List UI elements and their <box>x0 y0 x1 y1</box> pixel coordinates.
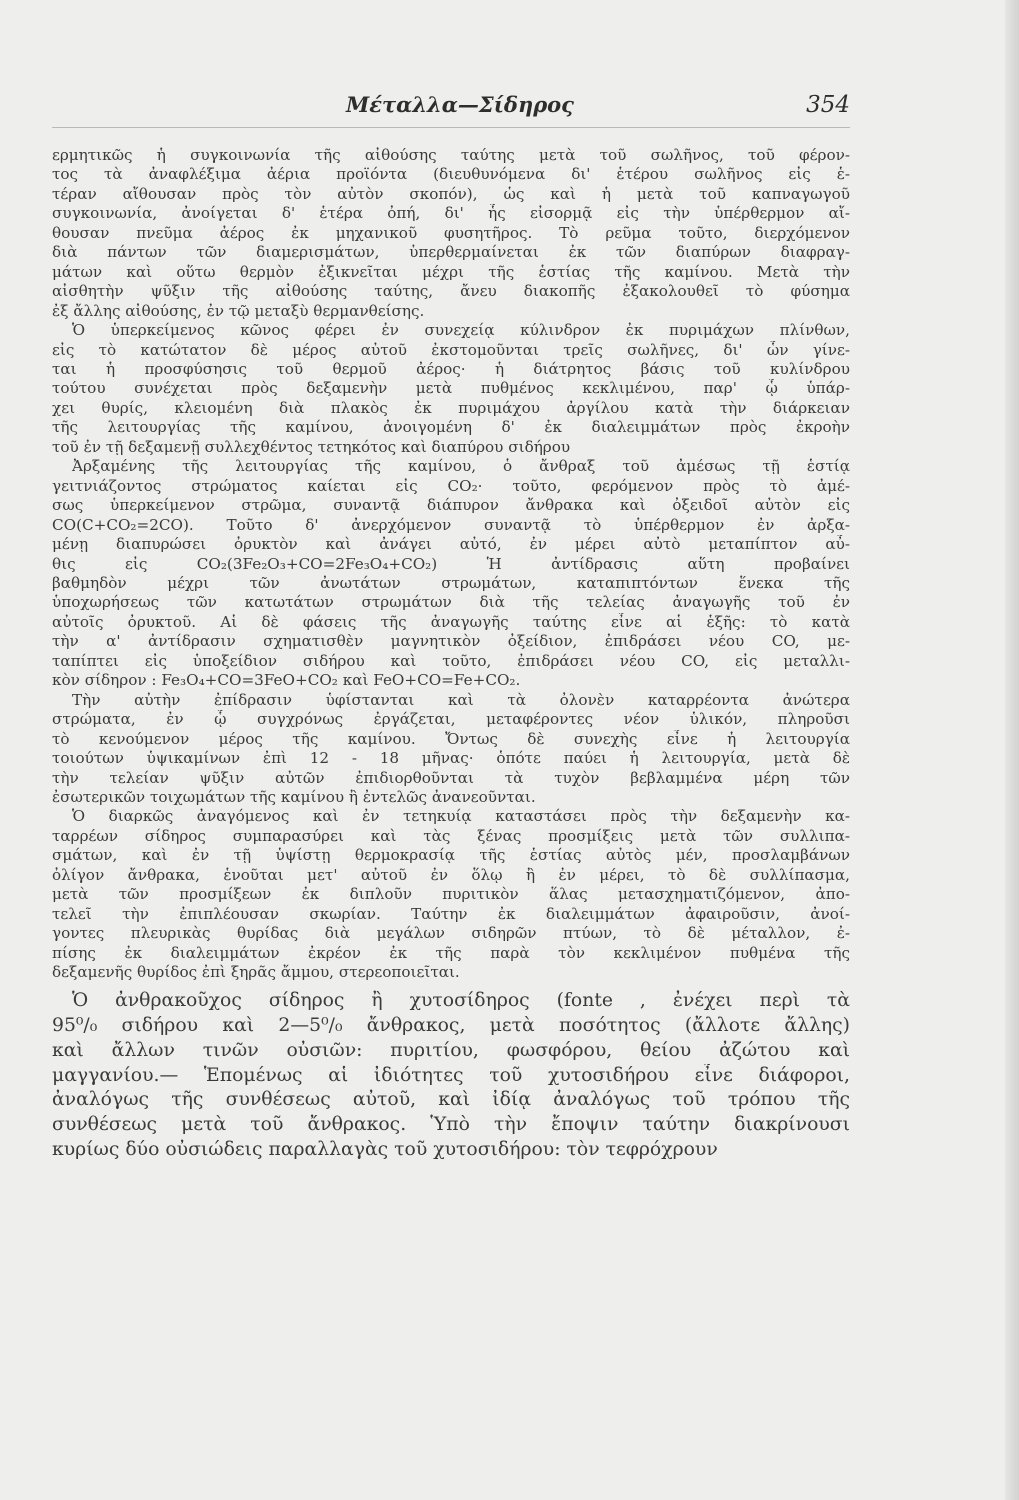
text-line: Ὁ ἀνθρακοῦχος σίδηρος ἢ χυτοσίδηρος (fonte , ἐνέχει περὶ τὰ <box>72 990 850 1012</box>
page-edge <box>1005 0 1019 1500</box>
text-line: μετὰ τῶν προσμίξεων ἐκ διπλοῦν πυριτικὸν ἅλας μετασχηματιζόμενον, ἀπο- <box>52 885 850 904</box>
text-line: θουσαν πνεῦμα ἀέρος ἐκ μηχανικοῦ φυσητῆρος. Τὸ ρεῦμα τοῦτο, διερχόμενον <box>52 223 850 242</box>
text-line: σμάτων, καὶ ἐν τῇ ὑψίστῃ θερμοκρασίᾳ τῆς ἑστίας αὐτὸς μέν, προσλαμβάνων <box>52 846 850 865</box>
running-head-title: Μέταλλα—Σίδηρος <box>346 92 574 117</box>
text-line: αἰσθητὴν ψῦξιν τῆς αἰθούσης ταύτης, ἄνευ διακοπῆς ἐξακολουθεῖ τὸ φύσημα <box>52 282 850 301</box>
paragraph <box>52 989 850 1162</box>
text-line: CO(C+CO₂=2CO). Τοῦτο δ' ἀνερχόμενον συναντᾷ τὸ ὑπέρθερμον ἐν ἀρξα- <box>52 515 850 534</box>
text-line: στρώματα, ἐν ᾧ συγχρόνως ἐργάζεται, μεταφέροντες νέον ὑλικόν, πληροῦσι <box>52 710 850 729</box>
text-line: τὸ κενούμενον μέρος τῆς καμίνου. Ὄντως δὲ συνεχὴς εἶνε ἡ λειτουργία <box>52 729 850 748</box>
text-line: τὴν α' ἀντίδρασιν σχηματισθὲν μαγνητικὸν ὀξείδιον, ἐπιδράσει νέου CO, με- <box>52 632 850 651</box>
header-rule <box>52 127 850 128</box>
text-line: ἐσωτερικῶν τοιχωμάτων τῆς καμίνου ἢ ἐντελῶς ἀνανεοῦνται. <box>52 787 536 806</box>
paragraph <box>52 321 850 457</box>
text-line: τούτου συνέχεται πρὸς δεξαμενὴν μετὰ πυθμένος κεκλιμένου, παρ' ᾧ ὑπάρ- <box>52 379 850 398</box>
text-line: τῆς λειτουργίας τῆς καμίνου, ἀνοιγομένη δ' ἐκ διαλειμμάτων πρὸς ἐκροὴν <box>52 418 850 437</box>
body-text <box>52 146 850 1162</box>
text-line: αὐτοῖς ὀρυκτοῦ. Αἱ δὲ φάσεις τῆς ἀναγωγῆς ταύτης εἶνε αἱ ἑξῆς: τὸ κατὰ <box>52 612 850 631</box>
section-gap <box>52 982 850 989</box>
paragraph <box>52 457 850 690</box>
text-line: συνθέσεως μετὰ τοῦ ἄνθρακος. Ὑπὸ τὴν ἔποψιν ταύτην διακρίνουσι <box>52 1114 850 1135</box>
text-line: Ὁ διαρκῶς ἀναγόμενος καὶ ἐν τετηκυίᾳ καταστάσει πρὸς τὴν δεξαμενὴν κα- <box>72 807 850 826</box>
text-line: ὀλίγον ἄνθρακα, ἑνοῦται μετ' αὐτοῦ ἐν ὅλῳ ἢ ἐν μέρει, τὸ δὲ συλλίπασμα, <box>52 865 850 884</box>
text-line: τος τὰ ἀναφλέξιμα ἀέρια προϊόντα (διευθυνόμενα δι' ἑτέρου σωλῆνος εἰς ἑ- <box>52 165 850 184</box>
text-line: Ἀρξαμένης τῆς λειτουργίας τῆς καμίνου, ὁ ἄνθραξ τοῦ ἀμέσως τῇ ἑστίᾳ <box>72 457 850 476</box>
running-head <box>0 92 1019 132</box>
page-number: 354 <box>806 92 850 118</box>
text-line: μαγγανίου.— Ἑπομένως αἱ ἰδιότητες τοῦ χυτοσιδήρου εἶνε διάφοροι, <box>52 1064 850 1086</box>
text-line: εἰς τὸ κατώτατον δὲ μέρος αὐτοῦ ἐκστομοῦνται τρεῖς σωλῆνες, δι' ὧν γίνε- <box>52 340 850 359</box>
text-line: δεξαμενῆς θυρίδος ἐπὶ ξηρᾶς ἄμμου, στερεοποιεῖται. <box>52 963 460 982</box>
text-line: τελεῖ τὴν ἐπιπλέουσαν σκωρίαν. Ταύτην ἐκ διαλειμμάτων ἀφαιροῦσιν, ἀνοί- <box>52 904 850 923</box>
text-line: ταρρέων σίδηρος συμπαρασύρει καὶ τὰς ξένας προσμίξεις μετὰ τῶν συλλιπα- <box>52 826 850 845</box>
text-line: Τὴν αὐτὴν ἐπίδρασιν ὑφίστανται καὶ τὰ ὀλονὲν καταρρέοντα ἀνώτερα <box>72 690 850 709</box>
text-line: τοῦ ἐν τῇ δεξαμενῇ συλλεχθέντος τετηκότος καὶ διαπύρου σιδήρου <box>52 437 571 456</box>
paragraph <box>52 807 850 982</box>
text-line: τέραν αἴθουσαν πρὸς τὸν αὐτὸν σκοπόν), ὡς καὶ ἡ μετὰ τοῦ καπναγωγοῦ <box>52 184 850 203</box>
text-line: βαθμηδὸν μέχρι τῶν ἀνωτάτων στρωμάτων, καταπιπτόντων ἕνεκα τῆς <box>52 573 850 592</box>
text-line: Ὁ ὑπερκείμενος κῶνος φέρει ἐν συνεχείᾳ κύλινδρον ἐκ πυριμάχων πλίνθων, <box>72 321 850 340</box>
text-line: διὰ πάντων τῶν διαμερισμάτων, ὑπερθερμαίνεται ἐκ τῶν διαπύρων διαφραγ- <box>52 243 850 262</box>
text-line: τοιούτων ὑψικαμίνων ἐπὶ 12 - 18 μῆνας· ὁπότε παύει ἡ λειτουργία, μετὰ δὲ <box>52 749 850 768</box>
text-line: τὴν τελείαν ψῦξιν αὐτῶν ἐπιδιορθοῦνται τὰ τυχὸν βεβλαμμένα μέρη τῶν <box>52 768 850 787</box>
text-line: συγκοινωνία, ἀνοίγεται δ' ἑτέρα ὀπή, δι' ἧς εἰσορμᾷ εἰς τὴν ὑπέρθερμον αἴ- <box>52 204 850 223</box>
paragraph <box>52 691 850 808</box>
text-line: μένῃ διαπυρώσει ὀρυκτὸν καὶ ἀνάγει αὐτό, ἐν μέρει αὐτὸ μεταπίπτον αὖ- <box>52 535 850 554</box>
text-line: ται ἡ προσφύσησις τοῦ θερμοῦ ἀέρος· ἡ διάτρητος βάσις τοῦ κυλίνδρου <box>52 359 850 378</box>
text-line: ερμητικῶς ἡ συγκοινωνία τῆς αἰθούσης ταύτης μετὰ τοῦ σωλῆνος, τοῦ φέρον- <box>52 146 850 164</box>
text-line: γειτνιάζοντος στρώματος καίεται εἰς CO₂· τοῦτο, φερόμενον πρὸς τὸ ἀμέ- <box>52 476 850 495</box>
text-line: 95⁰/₀ σιδήρου καὶ 2—5⁰/₀ ἄνθρακος, μετὰ ποσότητος (ἄλλοτε ἄλλης) <box>52 1015 850 1037</box>
text-line: κὸν σίδηρον : Fe₃O₄+CO=3FeO+CO₂ καὶ FeO+CO=Fe+CO₂. <box>52 671 521 690</box>
text-line: καὶ ἄλλων τινῶν οὐσιῶν: πυριτίου, φωσφόρου, θείου ἀζώτου καὶ <box>52 1039 850 1061</box>
text-line: πίσης ἐκ διαλειμμάτων ἐκρέον ἐκ τῆς παρὰ τὸν κεκλιμένον πυθμένα τῆς <box>52 943 850 962</box>
paragraph <box>52 146 850 321</box>
text-line: θις εἰς CO₂(3Fe₂O₃+CO=2Fe₃O₄+CO₂) Ἡ ἀντίδρασις αὕτη προβαίνει <box>52 554 850 573</box>
text-line: ἐξ ἄλλης αἰθούσης, ἐν τῷ μεταξὺ θερμανθείσης. <box>52 301 425 320</box>
text-line: ὑποχωρήσεως τῶν κατωτάτων στρωμάτων διὰ τῆς τελείας ἀναγωγῆς τοῦ ἐν <box>52 593 850 612</box>
text-line: χει θυρίς, κλειομένη διὰ πλακὸς ἐκ πυριμάχου ἀργίλου κατὰ τὴν διάρκειαν <box>52 398 850 417</box>
text-line: γοντες πλευρικὰς θυρίδας διὰ μεγάλων σιδηρῶν πτύων, τὸ δὲ μέταλλον, ἐ- <box>52 924 850 943</box>
text-line: σως ὑπερκείμενον στρῶμα, συναντᾷ διάπυρον ἄνθρακα καὶ ὀξειδοῖ αὐτὸν εἰς <box>52 496 850 515</box>
text-line: ἀναλόγως τῆς συνθέσεως αὐτοῦ, καὶ ἰδίᾳ ἀναλόγως τοῦ τρόπου τῆς <box>52 1089 850 1111</box>
text-line: μάτων καὶ οὕτω θερμὸν ἐξικνεῖται μέχρι τῆς ἑστίας τῆς καμίνου. Μετὰ τὴν <box>52 262 850 281</box>
text-line: ταπίπτει εἰς ὑποξείδιον σιδήρου καὶ τοῦτο, ἐπιδράσει νέου CO, εἰς μεταλλι- <box>52 651 850 670</box>
text-line: κυρίως δύο οὐσιώδεις παραλλαγὰς τοῦ χυτοσιδήρου: τὸν τεφρόχρουν <box>52 1138 718 1160</box>
